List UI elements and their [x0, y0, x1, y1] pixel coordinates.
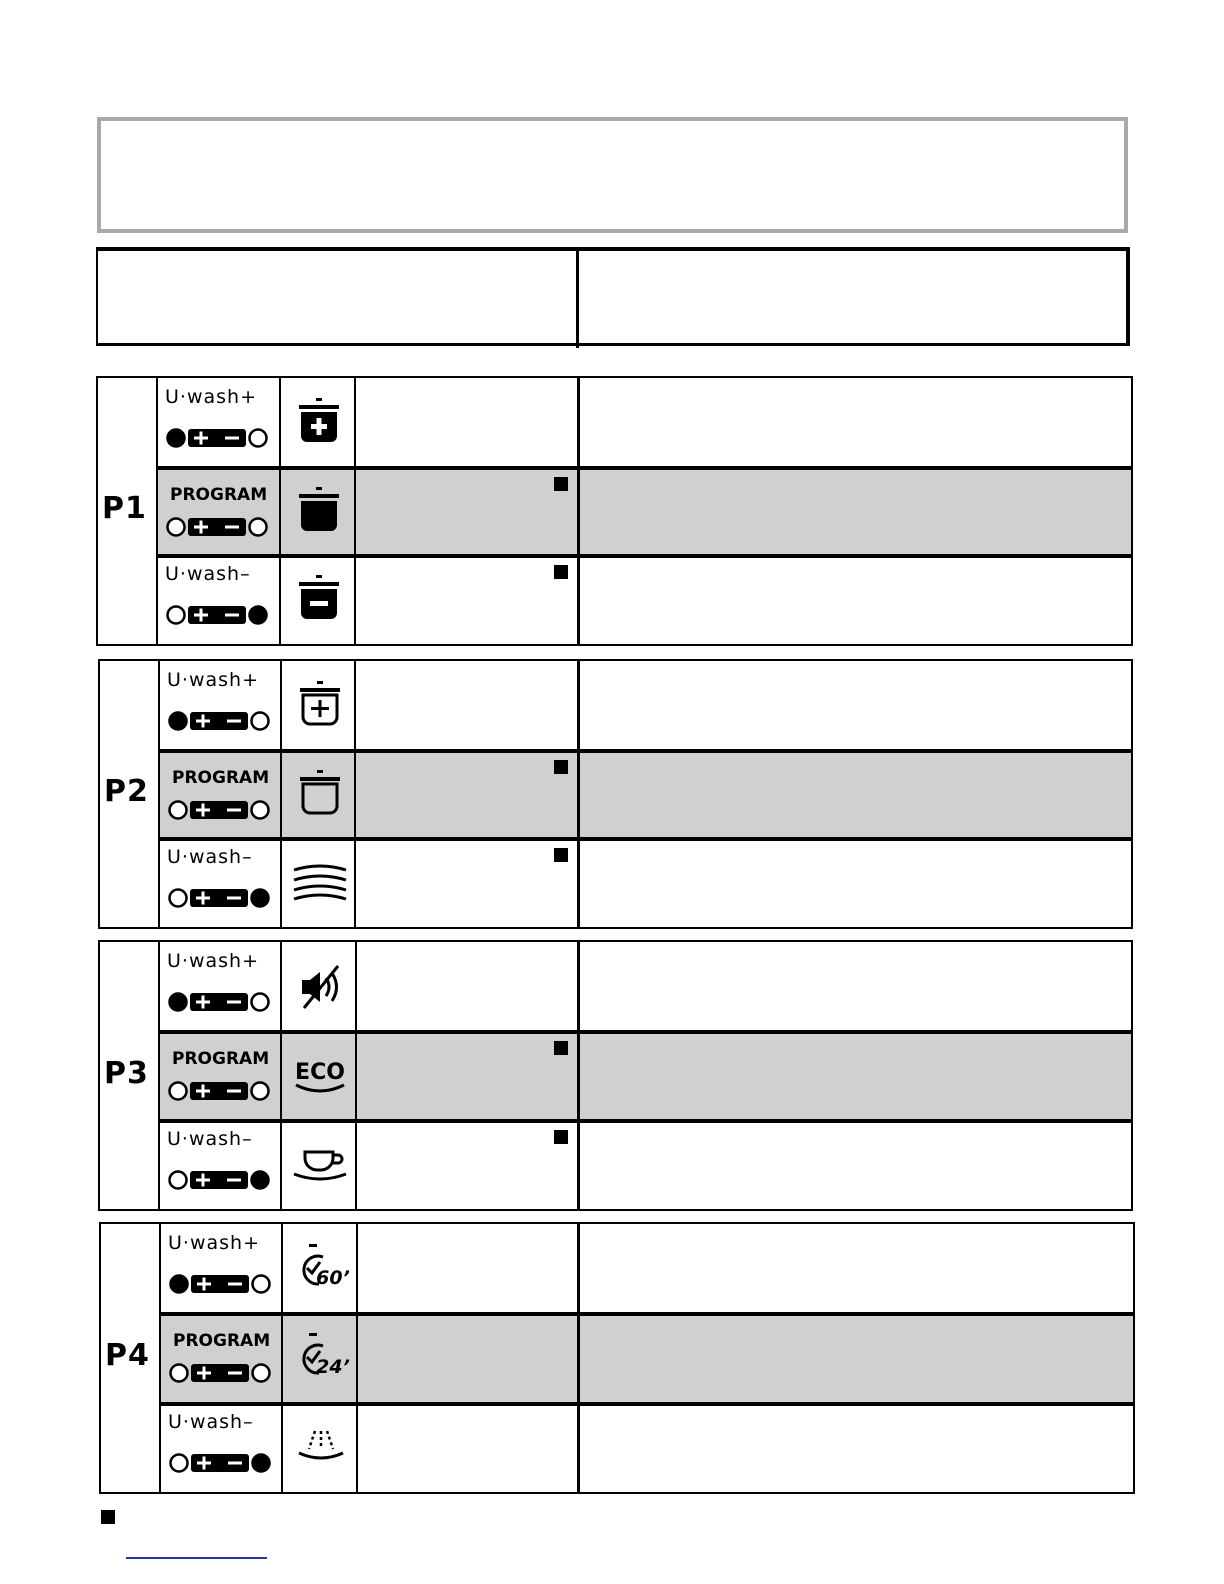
program-label: P3 [104, 1055, 149, 1091]
row-divider [159, 1119, 1133, 1123]
option-label: U·wash– [165, 563, 251, 586]
program-label: P1 [102, 491, 147, 526]
pot-plus-solid-icon [287, 394, 351, 454]
footnote-marker [101, 1510, 115, 1524]
svg-text:60’: 60’ [316, 1267, 350, 1289]
option-indicator-icon [168, 1271, 278, 1301]
column-divider [158, 942, 160, 1209]
row-divider [159, 1030, 1133, 1034]
pot-plus-outline-icon [288, 677, 352, 737]
row-divider [159, 749, 1133, 753]
svg-text:24’: 24’ [316, 1356, 350, 1379]
row-divider [157, 554, 1133, 558]
option-indicator-icon [168, 1360, 278, 1390]
column-divider [281, 1224, 283, 1492]
pot-outline-icon [288, 766, 352, 826]
program-group-p4 [99, 1222, 1135, 1494]
note-marker [554, 760, 568, 774]
option-indicator-icon [165, 425, 275, 455]
cup-icon [288, 1136, 352, 1196]
column-divider [577, 661, 580, 927]
column-divider [354, 661, 356, 927]
option-label: U·wash+ [168, 1232, 260, 1254]
note-marker [554, 565, 568, 579]
program-group-p2 [98, 659, 1133, 929]
option-indicator-icon [167, 1078, 277, 1108]
note-marker [554, 848, 568, 862]
option-label: U·wash– [167, 846, 253, 869]
silent-icon [288, 958, 352, 1018]
waves-icon [288, 854, 352, 914]
timer-60-icon [289, 1240, 353, 1300]
option-indicator-icon [168, 1450, 278, 1480]
svg-text:ECO: ECO [295, 1060, 345, 1085]
option-label: U·wash+ [167, 950, 259, 972]
pot-minus-solid-icon [287, 571, 351, 631]
row-divider [160, 1402, 1135, 1406]
title-box [97, 117, 1128, 233]
option-label: U·wash– [167, 1128, 253, 1150]
option-label: PROGRAM [170, 484, 268, 505]
table-header-divider [576, 249, 579, 348]
option-label: U·wash+ [165, 386, 257, 408]
row-divider [160, 1312, 1135, 1316]
table-header [96, 247, 1130, 346]
column-divider [280, 661, 282, 927]
column-divider [156, 378, 158, 644]
pot-solid-icon [287, 483, 351, 543]
program-label: P4 [105, 1338, 150, 1373]
rinse-icon [289, 1419, 353, 1479]
program-group-p3 [98, 940, 1133, 1211]
option-indicator-icon [167, 989, 277, 1019]
column-divider [577, 1224, 580, 1492]
timer-24-icon [289, 1329, 353, 1389]
program-label: P2 [104, 774, 149, 809]
option-label: U·wash+ [167, 669, 259, 691]
row-divider [157, 466, 1133, 470]
column-divider [158, 661, 160, 927]
option-indicator-icon [167, 708, 277, 738]
column-divider [356, 1224, 358, 1492]
option-label: U·wash– [168, 1410, 254, 1433]
option-label: PROGRAM [172, 767, 270, 788]
option-label: PROGRAM [173, 1331, 271, 1352]
note-marker [554, 1130, 568, 1144]
option-indicator-icon [167, 1167, 277, 1197]
column-divider [577, 378, 580, 644]
column-divider [355, 942, 357, 1209]
column-divider [354, 378, 356, 644]
option-indicator-icon [165, 602, 275, 632]
program-group-p1 [96, 376, 1133, 646]
column-divider [577, 942, 580, 1209]
note-marker [554, 477, 568, 491]
option-label: PROGRAM [172, 1049, 270, 1069]
column-divider [280, 942, 282, 1209]
option-indicator-icon [167, 885, 277, 915]
column-divider [159, 1224, 161, 1492]
row-divider [159, 837, 1133, 841]
footnote-link[interactable] [126, 1557, 267, 1559]
column-divider [279, 378, 281, 644]
eco-icon [288, 1047, 352, 1107]
note-marker [554, 1041, 568, 1055]
option-indicator-icon [167, 797, 277, 827]
option-indicator-icon [165, 514, 275, 544]
